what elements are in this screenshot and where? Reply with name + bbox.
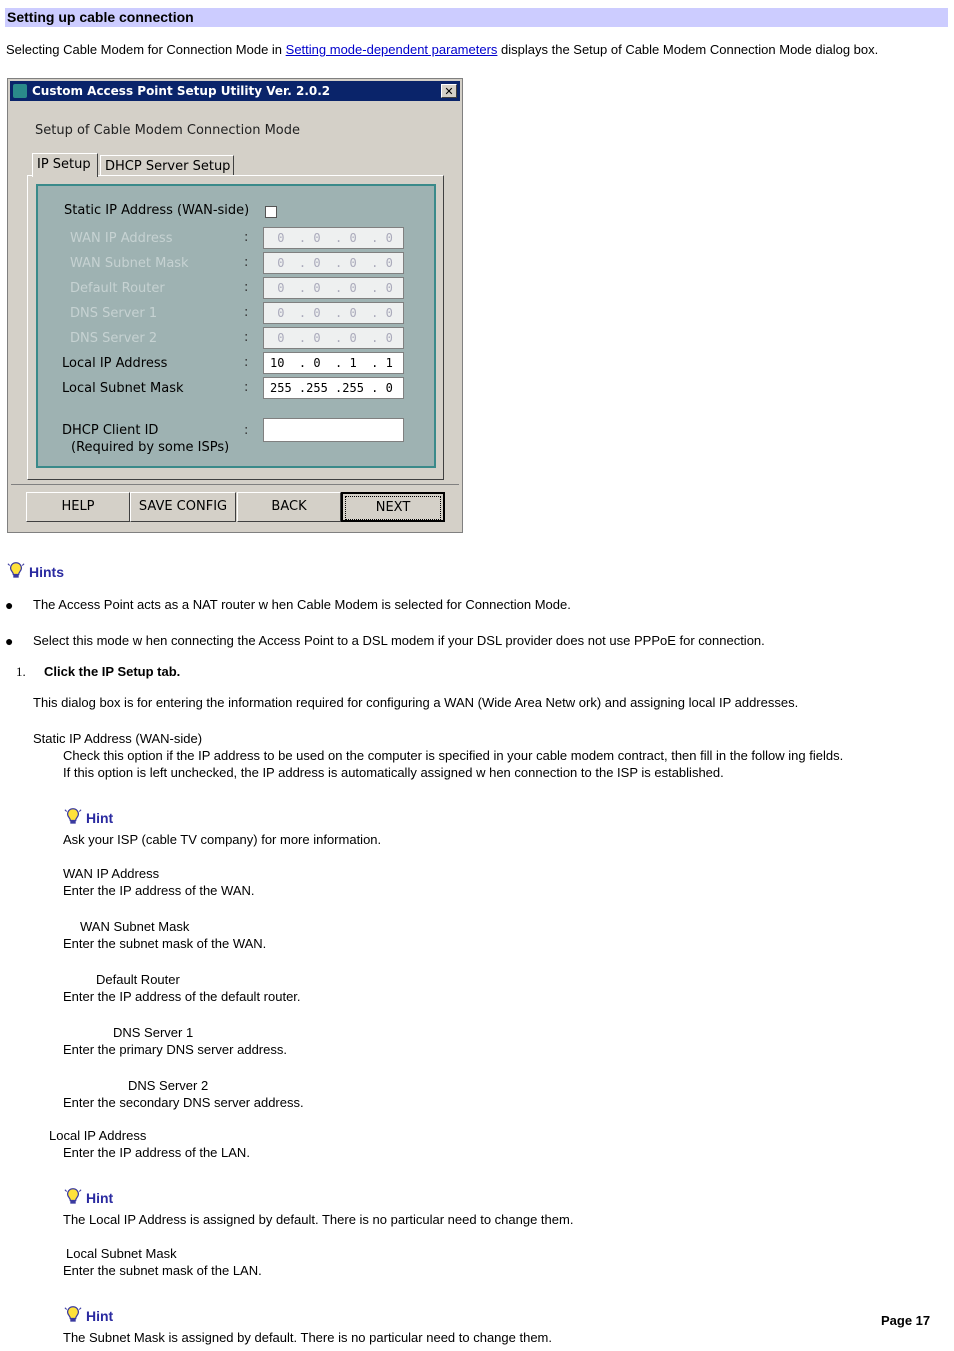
local-ip-label: Local IP Address (62, 356, 168, 371)
tab-panel (27, 175, 444, 480)
intro-paragraph: Selecting Cable Modem for Connection Mode in Setting mode-dependent parameters displays the Setup of Cable Modem Connection Mode dialog box. (6, 42, 879, 57)
def-term: WAN Subnet Mask (80, 919, 190, 934)
dhcp-client-id-input[interactable] (263, 418, 404, 442)
lightbulb-icon (7, 560, 25, 580)
local-subnet-input[interactable]: 255 .255 .255 . 0 (263, 377, 404, 399)
def-term: DNS Server 2 (128, 1078, 209, 1093)
hint-heading: Hint (64, 1186, 113, 1206)
def-desc: Enter the IP address of the default router. (63, 989, 301, 1004)
dhcp-client-id-label: DHCP Client ID (62, 423, 159, 438)
hint-item: The Access Point acts as a NAT router w hen Cable Modem is selected for Connection Mode. (33, 597, 571, 612)
dns1-label: DNS Server 1 (70, 306, 158, 321)
next-button[interactable]: NEXT (341, 492, 445, 522)
page-number: Page 17 (881, 1313, 931, 1328)
def-term: Local IP Address (49, 1128, 147, 1143)
def-term: Local Subnet Mask (66, 1246, 177, 1261)
dhcp-client-id-note: (Required by some ISPs) (71, 440, 230, 455)
setup-dialog (7, 78, 463, 533)
default-router-input[interactable]: 0 . 0 . 0 . 0 (263, 277, 404, 299)
tab-ip-setup[interactable]: IP Setup (32, 153, 98, 177)
local-ip-input[interactable]: 10 . 0 . 1 . 1 (263, 352, 404, 374)
wan-subnet-label: WAN Subnet Mask (70, 256, 189, 271)
hint-text: The Local IP Address is assigned by default. There is no particular need to change them. (63, 1212, 574, 1227)
step-title: Click the IP Setup tab. (44, 664, 181, 679)
bullet-icon: ● (5, 633, 14, 649)
save-config-button[interactable]: SAVE CONFIG (130, 492, 236, 522)
def-term: DNS Server 1 (113, 1025, 194, 1040)
def-desc: Enter the primary DNS server address. (63, 1042, 287, 1057)
lightbulb-icon (64, 806, 82, 826)
dialog-subtitle: Setup of Cable Modem Connection Mode (35, 123, 300, 138)
hint-text: Ask your ISP (cable TV company) for more information. (63, 832, 382, 847)
dns2-label: DNS Server 2 (70, 331, 158, 346)
def-term: Default Router (96, 972, 180, 987)
back-button[interactable]: BACK (237, 492, 341, 522)
close-icon[interactable]: ✕ (441, 84, 457, 98)
step-description: This dialog box is for entering the information required for configuring a WAN (Wide Area Netw ork) and assigning local IP addresses. (33, 695, 799, 710)
help-button[interactable]: HELP (26, 492, 130, 522)
def-term: WAN IP Address (63, 866, 160, 881)
page-title: Setting up cable connection (7, 9, 194, 25)
static-ip-desc-1: Check this option if the IP address to be used on the computer is specified in your cable modem contract, then fill in the follow ing fields. (63, 748, 844, 763)
static-ip-desc-2: If this option is left unchecked, the IP address is automatically assigned w hen connection to the ISP is established. (63, 765, 724, 780)
local-subnet-label: Local Subnet Mask (62, 381, 184, 396)
button-separator (11, 484, 459, 485)
app-icon (13, 84, 27, 98)
hints-heading: Hints (7, 560, 64, 580)
dialog-title: Custom Access Point Setup Utility Ver. 2.0.2 (32, 84, 331, 98)
hint-text: The Subnet Mask is assigned by default. There is no particular need to change them. (63, 1330, 552, 1345)
def-desc: Enter the IP address of the WAN. (63, 883, 255, 898)
static-ip-checkbox[interactable] (265, 206, 277, 218)
lightbulb-icon (64, 1186, 82, 1206)
dns2-input[interactable]: 0 . 0 . 0 . 0 (263, 327, 404, 349)
section-header (5, 8, 948, 27)
bullet-icon: ● (5, 597, 14, 613)
mode-params-link[interactable]: Setting mode-dependent parameters (285, 42, 498, 57)
static-ip-term: Static IP Address (WAN-side) (33, 731, 203, 746)
tab-dhcp-server-setup[interactable]: DHCP Server Setup (100, 155, 234, 177)
wan-ip-label: WAN IP Address (70, 231, 173, 246)
hint-item: Select this mode w hen connecting the Access Point to a DSL modem if your DSL provider does not use PPPoE for connection. (33, 633, 765, 648)
step-number: 1. (16, 664, 26, 679)
hint-heading: Hint (64, 806, 113, 826)
dialog-titlebar (10, 81, 460, 101)
def-desc: Enter the subnet mask of the WAN. (63, 936, 267, 951)
def-desc: Enter the secondary DNS server address. (63, 1095, 304, 1110)
def-desc: Enter the IP address of the LAN. (63, 1145, 250, 1160)
dns1-input[interactable]: 0 . 0 . 0 . 0 (263, 302, 404, 324)
static-ip-label: Static IP Address (WAN-side) (64, 203, 250, 218)
wan-ip-input[interactable]: 0 . 0 . 0 . 0 (263, 227, 404, 249)
default-router-label: Default Router (70, 281, 165, 296)
def-desc: Enter the subnet mask of the LAN. (63, 1263, 262, 1278)
lightbulb-icon (64, 1304, 82, 1324)
ip-setup-form: Static IP Address (WAN-side) WAN IP Address : 0 . 0 . 0 . 0 WAN Subnet Mask : 0 . 0 . 0 . 0 Default Router : 0 . 0 . 0 . 0 DNS Server 1 : 0 . 0 . 0 . 0 DNS Server 2 : 0 . 0 . 0 . 0 Local IP Address : 10 . 0 . 1 . 1 Local Subnet Mask : 255 .255 .255 . 0 DHCP Client ID (Required by some ISPs) : (36, 184, 436, 468)
wan-subnet-input[interactable]: 0 . 0 . 0 . 0 (263, 252, 404, 274)
hint-heading: Hint (64, 1304, 113, 1324)
